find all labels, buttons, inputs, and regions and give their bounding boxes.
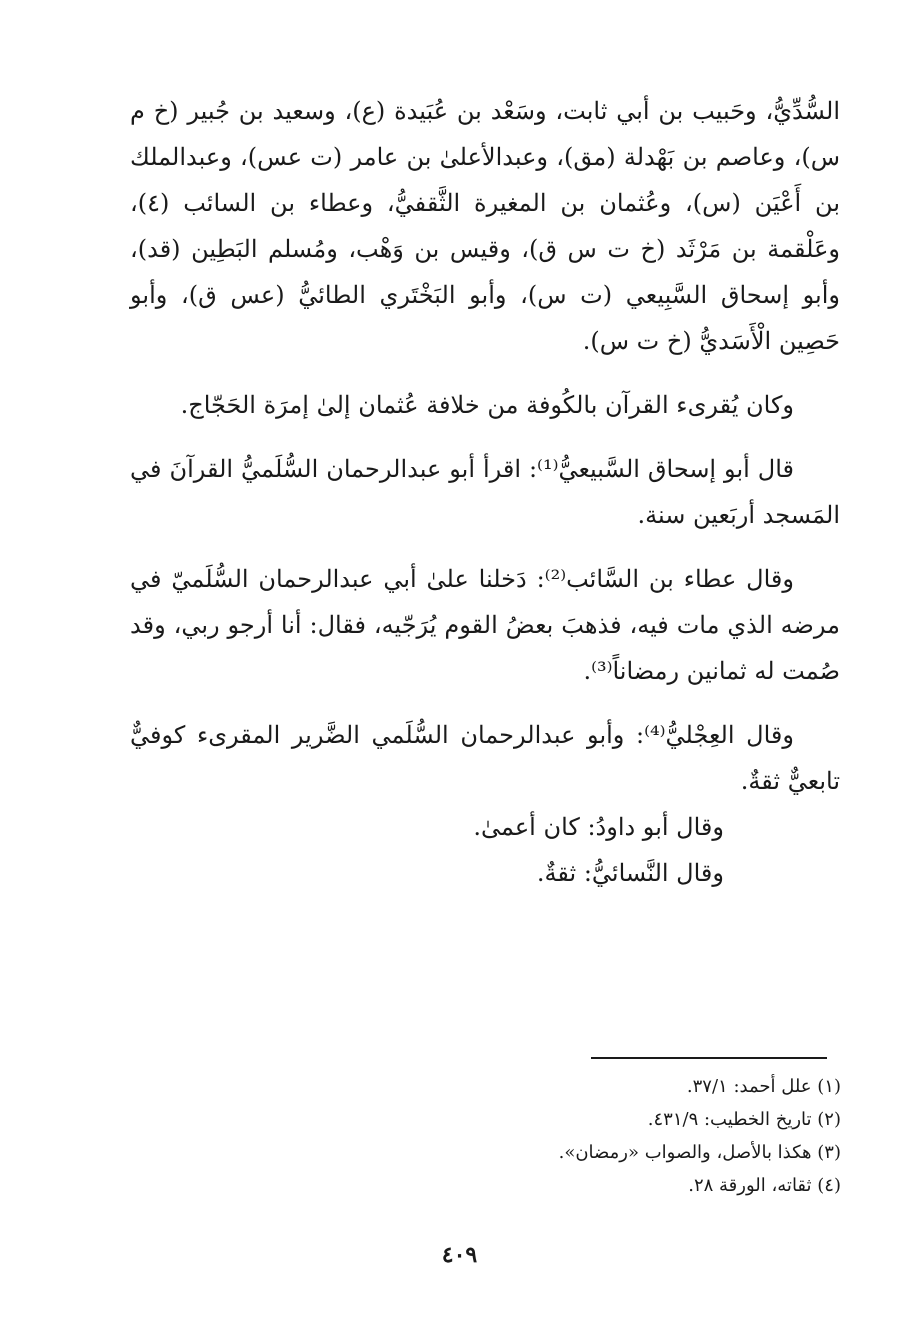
paragraph-ijli-quote: وقال العِجْليُّ⁽⁴⁾: وأبو عبدالرحمان السُّلَمي الضَّرير المقرىء كوفيٌّ تابعيٌّ ثقةٌ. — [130, 721, 840, 795]
footnote-3: (٣) هكذا بالأصل، والصواب «رمضان». — [558, 1142, 841, 1163]
paragraph-ata-quote: وقال عطاء بن السَّائب⁽²⁾: دَخلنا علىٰ أبي عبدالرحمان السُّلَميّ في مرضه الذي مات فيه، فذهبَ بعضُ القوم يُرَجّيه، فقال: أنا أرجو ربي، وقد صُمت له ثمانين رمضاناً⁽³⁾. — [130, 565, 840, 685]
main-text — [130, 88, 840, 896]
footnote-2: (٢) تاريخ الخطيب: ٤٣١/٩. — [647, 1109, 841, 1130]
footnote-separator — [591, 1057, 827, 1059]
footnote-4: (٤) ثقاته، الورقة ٢٨. — [688, 1175, 841, 1196]
paragraph-abu-dawud-quote: وقال أبو داودُ: كان أعمىٰ. — [473, 813, 724, 841]
footnote-1: (١) علل أحمد: ٣٧/١. — [686, 1076, 841, 1097]
paragraph-kufa-teaching: وكان يُقرىء القرآن بالكُوفة من خلافة عُثمان إلىٰ إمرَة الحَجّاج. — [180, 391, 794, 419]
page-number: ٤٠٩ — [441, 1242, 478, 1268]
footnotes — [341, 1070, 841, 1202]
paragraph-nasai-quote: وقال النَّسائيُّ: ثقةٌ. — [536, 859, 724, 887]
paragraph-narrators-list: السُّدِّيُّ، وحَبيب بن أبي ثابت، وسَعْد بن عُبَيدة (ع)، وسعيد بن جُبير (خ م س)، وعاصم بن بَهْدلة (مق)، وعبدالأعلىٰ بن عامر (ت عس)، وعبدالملك بن أَعْيَن (س)، وعُثمان بن المغيرة الثَّقفيُّ، وعطاء بن السائب (٤)، وعَلْقمة بن مَرْثَد (خ ت س ق)، وقيس بن وَهْب، ومُسلم البَطِين (قد)، وأبو إسحاق السَّبِيعي (ت س)، وأبو البَخْتَري الطائيُّ (عس ق)، وأبو حَصِين الْأَسَديُّ (خ ت س). — [130, 97, 840, 355]
paragraph-abu-ishaq-quote: قال أبو إسحاق السَّبيعيُّ⁽¹⁾: اقرأ أبو عبدالرحمان السُّلَميُّ القرآنَ في المَسجد أربَعين سنة. — [130, 455, 840, 529]
